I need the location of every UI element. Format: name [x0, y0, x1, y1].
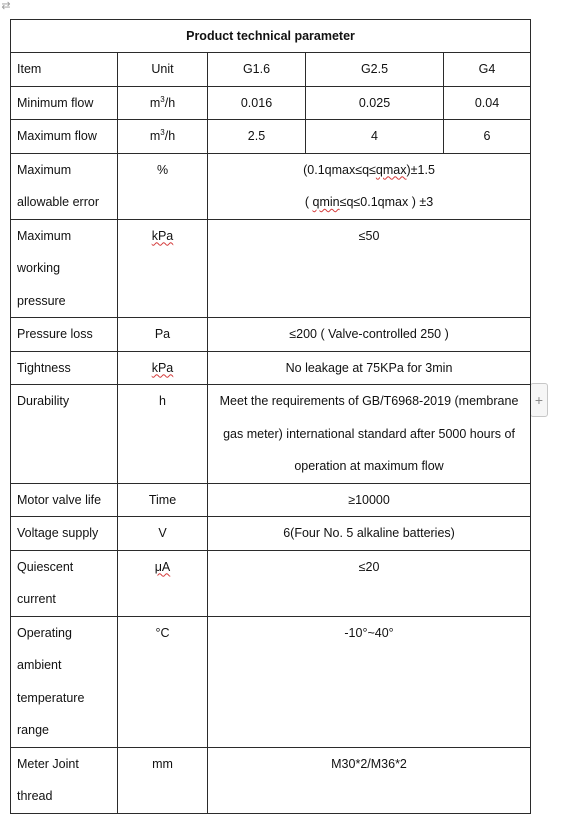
- table-row-operating-temperature: [11, 616, 531, 747]
- row-label: Voltage supply: [11, 517, 118, 551]
- header-item: Item: [11, 53, 118, 87]
- row-value: 6(Four No. 5 alkaline batteries): [208, 517, 531, 551]
- row-label: Operating ambient temperature range: [11, 616, 118, 747]
- row-unit: $m^3/h$: [118, 86, 208, 120]
- table-header-row: [11, 53, 531, 87]
- row-unit: °C: [118, 616, 208, 747]
- row-label: Minimum flow: [11, 86, 118, 120]
- row-unit: kPa: [118, 351, 208, 385]
- row-unit: mm: [118, 747, 208, 813]
- row-unit: $m^3/h$: [118, 120, 208, 154]
- table-row-minimum-flow: [11, 86, 531, 120]
- add-row-button[interactable]: +: [530, 383, 548, 417]
- header-g4: G4: [444, 53, 531, 87]
- header-g25: G2.5: [306, 53, 444, 87]
- row-unit: h: [118, 385, 208, 484]
- table-row-motor-valve-life: [11, 483, 531, 517]
- row-label: Maximum allowable error: [11, 153, 118, 219]
- row-unit: μA: [118, 550, 208, 616]
- table-anchor-icon[interactable]: ⇄: [1, 0, 11, 12]
- table-row-durability: [11, 385, 531, 484]
- cell-g25: 4: [306, 120, 444, 154]
- cell-g16: 0.016: [208, 86, 306, 120]
- row-unit: V: [118, 517, 208, 551]
- header-unit: Unit: [118, 53, 208, 87]
- row-unit: Time: [118, 483, 208, 517]
- row-value: -10°~40°: [208, 616, 531, 747]
- row-value: Meet the requirements of GB/T6968-2019 (membrane gas meter) international standard after 5000 hours of operation at maximum flow: [208, 385, 531, 484]
- technical-parameter-table: [10, 19, 531, 814]
- table-row-quiescent-current: [11, 550, 531, 616]
- table-row-maximum-flow: [11, 120, 531, 154]
- row-unit: %: [118, 153, 208, 219]
- table-row-maximum-allowable-error: [11, 153, 531, 219]
- row-label: Tightness: [11, 351, 118, 385]
- row-value: ≥10000: [208, 483, 531, 517]
- table-row-tightness: [11, 351, 531, 385]
- row-unit: Pa: [118, 318, 208, 352]
- header-g16: G1.6: [208, 53, 306, 87]
- cell-g4: 0.04: [444, 86, 531, 120]
- row-unit: kPa: [118, 219, 208, 318]
- row-label: Meter Joint thread: [11, 747, 118, 813]
- row-label: Maximum working pressure: [11, 219, 118, 318]
- table-row-voltage-supply: [11, 517, 531, 551]
- cell-g4: 6: [444, 120, 531, 154]
- table-row-pressure-loss: [11, 318, 531, 352]
- row-value: (0.1qmax≤q≤qmax)±1.5 ( qmin≤q≤0.1qmax ) ±3: [208, 153, 531, 219]
- cell-g16: 2.5: [208, 120, 306, 154]
- row-label: Motor valve life: [11, 483, 118, 517]
- row-label: Maximum flow: [11, 120, 118, 154]
- row-value: ≤20: [208, 550, 531, 616]
- row-label: Pressure loss: [11, 318, 118, 352]
- row-label: Durability: [11, 385, 118, 484]
- row-value: ≤200 ( Valve-controlled 250 ): [208, 318, 531, 352]
- row-value: No leakage at 75KPa for 3min: [208, 351, 531, 385]
- row-label: Quiescent current: [11, 550, 118, 616]
- table-row-maximum-working-pressure: [11, 219, 531, 318]
- table-row-meter-joint-thread: [11, 747, 531, 813]
- table-title: Product technical parameter: [11, 20, 531, 53]
- table-title-row: [11, 20, 531, 53]
- row-value: M30*2/M36*2: [208, 747, 531, 813]
- row-value: ≤50: [208, 219, 531, 318]
- cell-g25: 0.025: [306, 86, 444, 120]
